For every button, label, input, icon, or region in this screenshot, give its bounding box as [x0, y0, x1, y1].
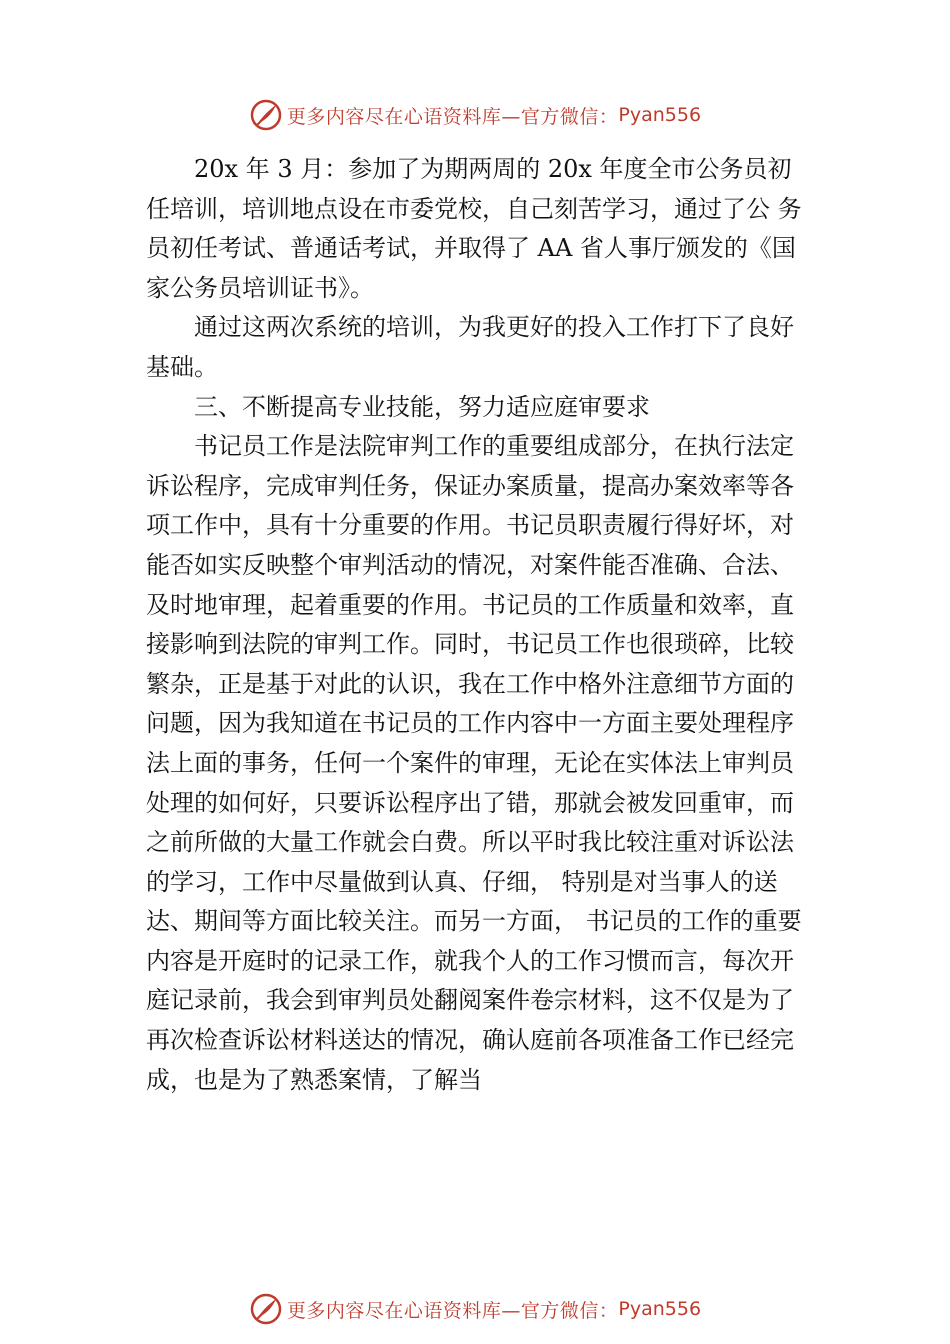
header-wechat-id: Pyan556 [618, 104, 702, 126]
footer-wechat-id: Pyan556 [618, 1298, 702, 1320]
feather-circle-logo-icon [249, 1292, 283, 1326]
document-body [146, 150, 814, 1100]
paragraph-clerk-work: 书记员工作是法院审判工作的重要组成部分，在执行法定诉讼程序，完成审判任务，保证办案质量，提高办案效率等各项工作中，具有十分重要的作用。书记员职责履行得好坏，对能否如实反映整个审判活动的情况，对案件能否准确、合法、及时地审理，起着重要的作用。书记员的工作质量和效率，直接影响到法院的审判工作。同时，书记员工作也很琐碎，比较繁杂，正是基于对此的认识，我在工作中格外注意细节方面的问题，因为我知道在书记员的工作内容中一方面主要处理程序法上面的事务，任何一个案件的审理，无论在实体法上审判员处理的如何好，只要诉讼程序出了错，那就会被发回重审，而之前所做的大量工作就会白费。所以平时我比较注重对诉讼法的学习，工作中尽量做到认真、仔细， 特别是对当事人的送达、期间等方面比较关注。而另一方面， 书记员的工作的重要内容是开庭时的记录工作，就我个人的工作习惯而言，每次开庭记录前，我会到审判员处翻阅案件卷宗材料，这不仅是为了再次检查诉讼材料送达的情况，确认庭前各项准备工作已经完成，也是为了熟悉案情，了解当 [146, 432, 802, 1094]
feather-circle-logo-icon [249, 98, 283, 132]
header-banner [0, 95, 950, 135]
paragraph-foundation: 通过这两次系统的培训，为我更好的投入工作打下了良好基础。 [146, 313, 794, 381]
paragraph-training: 20x 年 3 月：参加了为期两周的 20x 年度全市公务员初任培训，培训地点设在市委党校，自己刻苦学习，通过了公 务员初任考试、普通话考试，并取得了 AA 省人事厅颁发的《国家公务员培训证书》。 [146, 155, 802, 302]
footer-banner [0, 1289, 950, 1329]
section-heading-3: 三、不断提高专业技能，努力适应庭审要求 [194, 392, 650, 421]
header-banner-text: 更多内容尽在心语资料库—官方微信： [286, 105, 619, 128]
footer-banner-text: 更多内容尽在心语资料库—官方微信： [286, 1299, 619, 1322]
